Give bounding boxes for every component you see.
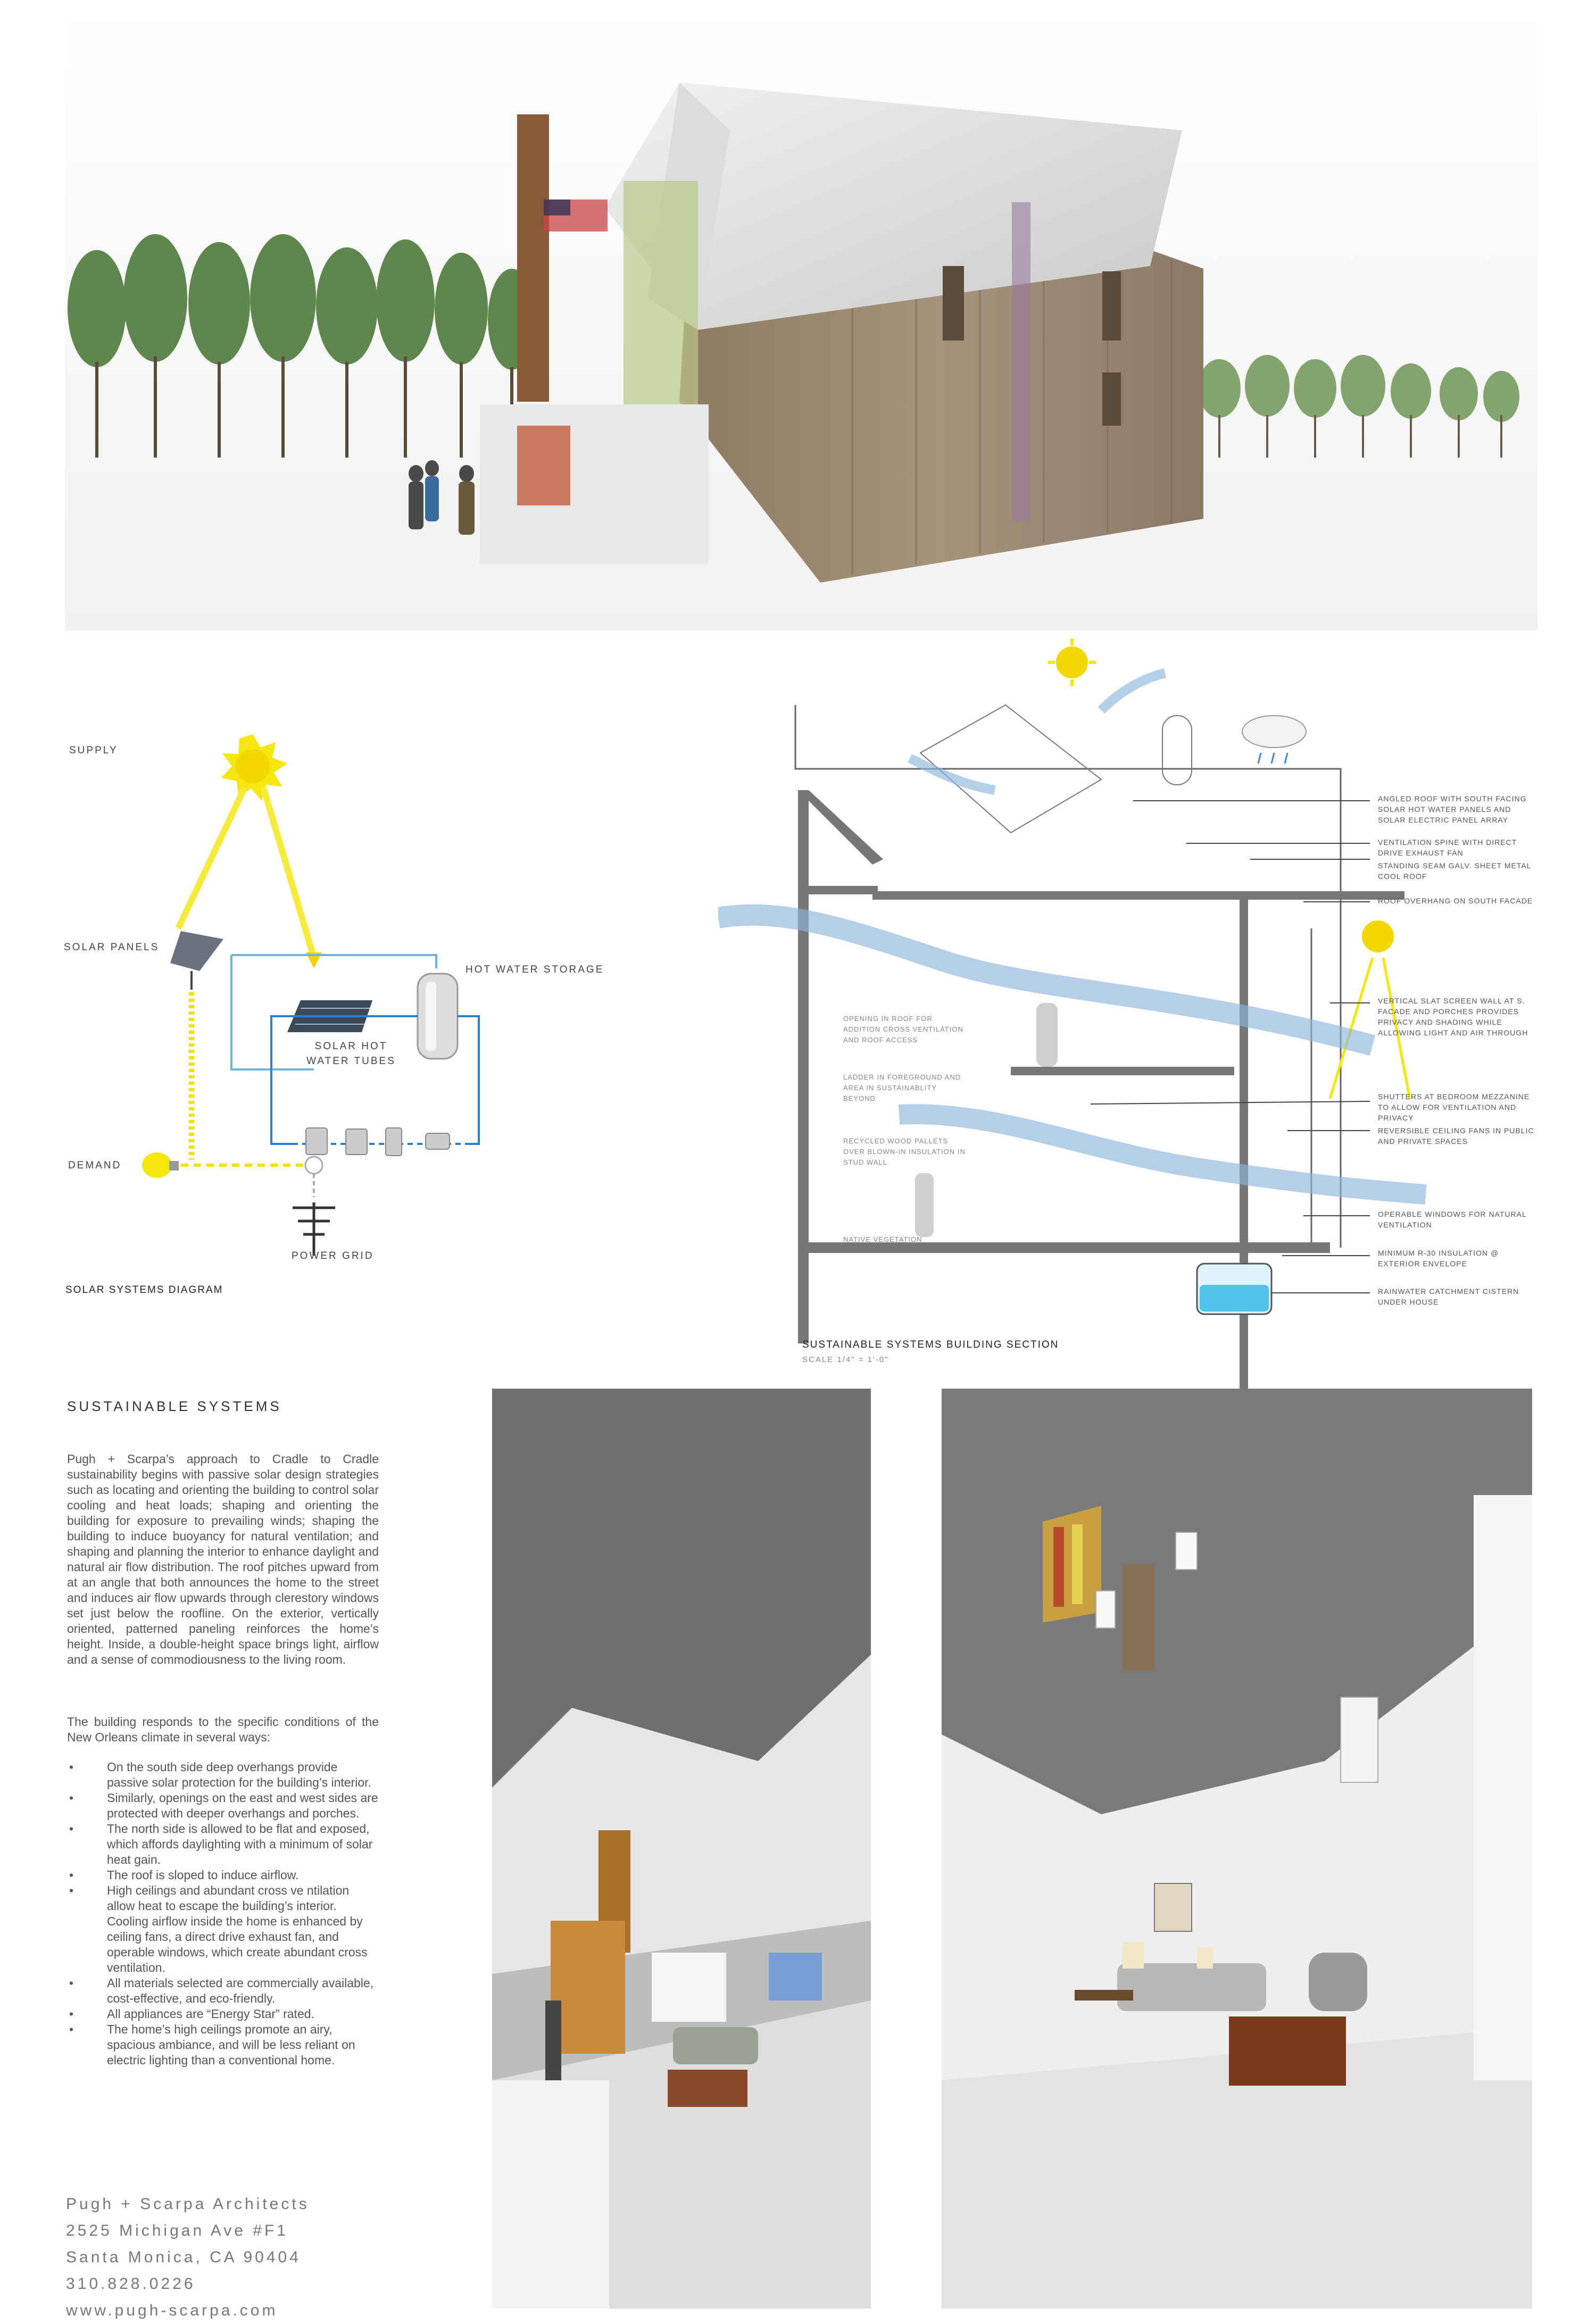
meter-icon bbox=[305, 1157, 322, 1174]
callout-slat-screen: VERTICAL SLAT SCREEN WALL AT S. FACADE AND PORCHES PROVIDES PRIVACY AND SHADING WHILE ALLOWING LIGHT AND AIR THROUGH bbox=[1378, 997, 1528, 1037]
solar-panels-label: SOLAR PANELS bbox=[64, 942, 160, 953]
bullet-item: • All appliances are “Energy Star” rated. bbox=[67, 2006, 379, 2022]
callout-shutters: SHUTTERS AT BEDROOM MEZZANINE TO ALLOW FOR VENTILATION AND PRIVACY bbox=[1378, 1092, 1530, 1122]
building-section bbox=[718, 630, 1548, 1402]
callout-angled-roof: ANGLED ROOF WITH SOUTH FACING SOLAR HOT WATER PANELS AND SOLAR ELECTRIC PANEL ARRAY bbox=[1378, 794, 1527, 824]
hot-water-storage-icon bbox=[418, 974, 458, 1059]
interior-rendering-right-art bbox=[942, 1389, 1532, 2309]
section-scale: SCALE 1/4" = 1'-0" bbox=[802, 1355, 889, 1364]
supply-label: SUPPLY bbox=[69, 745, 118, 756]
bullet-item: • The home’s high ceilings promote an airy, spacious ambiance, and will be less reliant on electric lighting than a conventional home. bbox=[67, 2022, 379, 2068]
climate-bullet-list bbox=[67, 1759, 379, 2068]
note-native-vegetation: NATIVE VEGETATION bbox=[843, 1235, 922, 1243]
section-caption: SUSTAINABLE SYSTEMS BUILDING SECTION bbox=[802, 1339, 1059, 1350]
appliance-icons bbox=[306, 1128, 450, 1156]
callout-roof-overhang: ROOF OVERHANG ON SOUTH FACADE bbox=[1378, 897, 1533, 905]
city-address: Santa Monica, CA 90404 bbox=[66, 2248, 301, 2266]
callout-ceiling-fans: REVERSIBLE CEILING FANS IN PUBLIC AND PRIVATE SPACES bbox=[1378, 1126, 1534, 1146]
power-grid-icon bbox=[293, 1202, 335, 1256]
section-heading: SUSTAINABLE SYSTEMS bbox=[67, 1398, 282, 1414]
solar-systems-diagram bbox=[64, 702, 649, 1314]
note-recycled-wood: RECYCLED WOOD PALLETS OVER BLOWN-IN INSULATION IN STUD WALL bbox=[843, 1137, 966, 1166]
callout-insulation: MINIMUM R-30 INSULATION @ EXTERIOR ENVELOPE bbox=[1378, 1249, 1499, 1268]
callout-operable-windows: OPERABLE WINDOWS FOR NATURAL VENTILATION bbox=[1378, 1210, 1527, 1229]
demand-label: DEMAND bbox=[68, 1160, 122, 1171]
bullet-item: • The roof is sloped to induce airflow. bbox=[67, 1868, 379, 1883]
solar-panel-icon bbox=[170, 931, 223, 990]
phone-number: 310.828.0226 bbox=[66, 2275, 196, 2293]
light-bulb-icon bbox=[142, 1152, 179, 1178]
bullet-item: • Similarly, openings on the east and west sides are protected with deeper overhangs and porches. bbox=[67, 1790, 379, 1821]
solar-hot-water-tubes-label: SOLAR HOT WATER TUBES bbox=[306, 1041, 396, 1067]
note-roof-opening: OPENING IN ROOF FOR ADDITION CROSS VENTILATION AND ROOF ACCESS bbox=[843, 1015, 963, 1044]
bullet-item: • The north side is allowed to be flat and exposed, which affords daylighting with a minimum of solar heat gain. bbox=[67, 1821, 379, 1868]
note-ladder: LADDER IN FOREGROUND AND AREA IN SUSTAINABLITY BEYOND bbox=[843, 1073, 961, 1102]
solar-diagram-caption: SOLAR SYSTEMS DIAGRAM bbox=[65, 1284, 223, 1296]
bullet-item: • High ceilings and abundant cross ve ntilation allow heat to escape the building’s interior. Cooling airflow inside the home is enhanced by ceiling fans, a direct drive exhaust fan, and operable windows, which create abundant cross ventilation. bbox=[67, 1883, 379, 1976]
bullet-item: • All materials selected are commercially available, cost-effective, and eco-friendly. bbox=[67, 1976, 379, 2006]
interior-rendering-right bbox=[942, 1389, 1532, 2309]
interior-rendering-left bbox=[492, 1389, 871, 2309]
tree-line-left bbox=[68, 234, 536, 370]
website-link[interactable]: www.pugh-scarpa.com bbox=[66, 2302, 278, 2319]
street-address: 2525 Michigan Ave #F1 bbox=[66, 2222, 288, 2239]
power-grid-label: POWER GRID bbox=[292, 1250, 374, 1261]
exterior-rendering bbox=[65, 0, 1537, 630]
sun-icon bbox=[221, 734, 287, 801]
callout-ventilation-spine: VENTILATION SPINE WITH DIRECT DRIVE EXHAUST FAN bbox=[1378, 838, 1517, 857]
firm-address-block bbox=[66, 2191, 385, 2324]
interior-rendering-left-art bbox=[492, 1389, 871, 2309]
bullet-item: • On the south side deep overhangs provide passive solar protection for the building’s interior. bbox=[67, 1759, 379, 1790]
exterior-rendering-art bbox=[65, 0, 1537, 630]
climate-paragraph: The building responds to the specific conditions of the New Orleans climate in several ways: bbox=[67, 1715, 379, 1744]
callout-cool-roof: STANDING SEAM GALV. SHEET METAL COOL ROOF bbox=[1378, 861, 1531, 881]
solar-diagram-art bbox=[64, 702, 649, 1314]
hot-water-storage-label: HOT WATER STORAGE bbox=[466, 964, 604, 975]
callout-cistern: RAINWATER CATCHMENT CISTERN UNDER HOUSE bbox=[1378, 1287, 1519, 1306]
intro-paragraph: Pugh + Scarpa’s approach to Cradle to Cradle sustainability begins with passive solar design strategies such as locating and orienting the building to control solar cooling and heat loads; shaping and orienting the building for exposure to prevailing winds; shaping the building to induce buoyancy for natural ventilation; and shaping and planning the interior to enhance daylight and natural air flow distribution. The roof pitches upward from at an angle that both announces the home to the street and induces air flow upwards through clerestory windows set just below the roofline. On the exterior, vertically oriented, patterned paneling reinforces the home’s height. Inside, a double-height space brings light, airflow and a sense of commodiousness to the living room. bbox=[67, 1452, 379, 1666]
firm-name: Pugh + Scarpa Architects bbox=[66, 2195, 310, 2213]
